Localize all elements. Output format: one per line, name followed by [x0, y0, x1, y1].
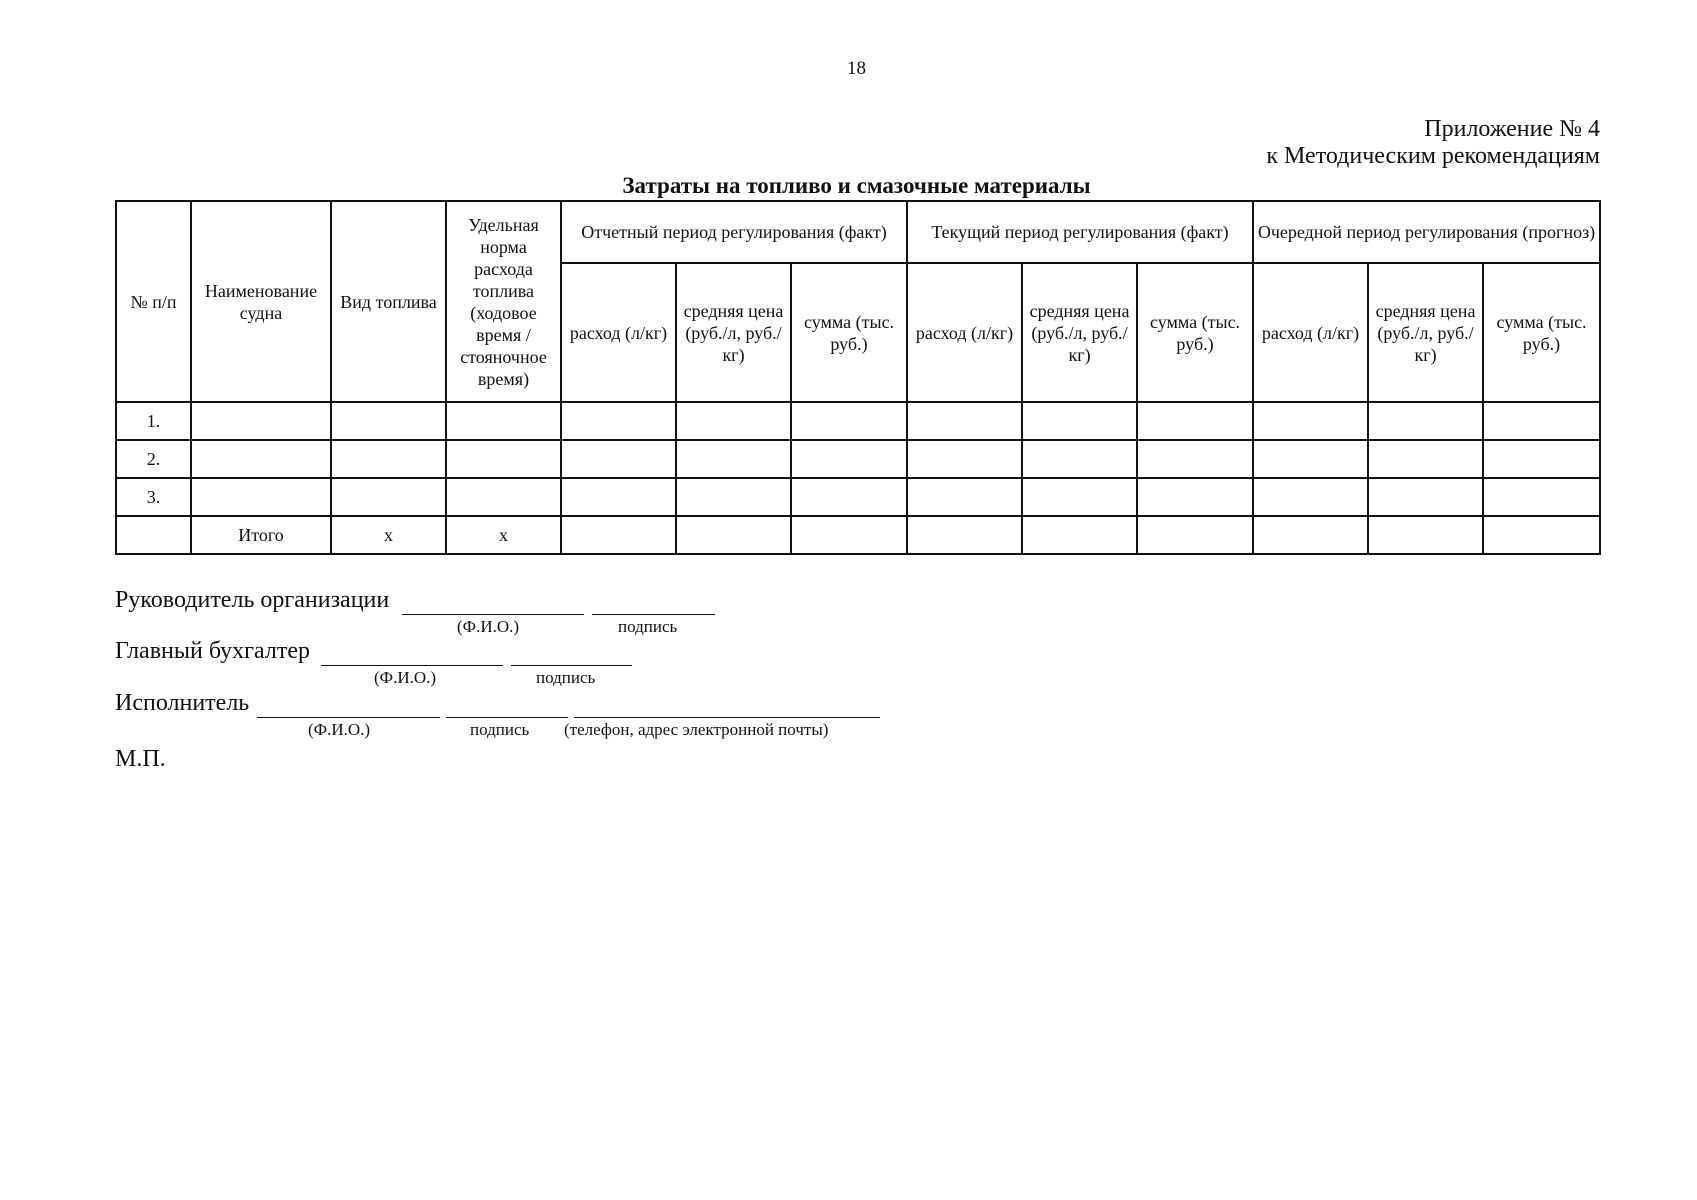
- fio-caption: (Ф.И.О.): [308, 720, 371, 739]
- cell: [1368, 402, 1483, 440]
- signature-line: [511, 665, 632, 666]
- cell: [1137, 478, 1253, 516]
- stamp-place: М.П.: [115, 746, 166, 772]
- document-title: Затраты на топливо и смазочные материалы: [622, 173, 1091, 198]
- cell: [446, 478, 561, 516]
- header-group-next: Очередной период регулирования (прогноз): [1253, 201, 1600, 263]
- header-avg-price: средняя цена (руб./л, руб./кг): [1022, 263, 1137, 402]
- cell: [446, 402, 561, 440]
- row-number: 3.: [116, 478, 191, 516]
- cell: [791, 478, 907, 516]
- cell: [561, 478, 676, 516]
- signature-accountant-label: Главный бухгалтер: [115, 638, 310, 664]
- cell: [561, 516, 676, 554]
- header-fuel-type: Вид топлива: [331, 201, 446, 402]
- cell: [1022, 478, 1137, 516]
- total-norm: x: [446, 516, 561, 554]
- cell: [331, 478, 446, 516]
- cell: [191, 478, 331, 516]
- fio-line: [321, 665, 503, 666]
- fio-line: [402, 614, 584, 615]
- cell: [907, 516, 1022, 554]
- cell: [1253, 516, 1368, 554]
- fio-caption: (Ф.И.О.): [457, 617, 520, 636]
- sign-caption: подпись: [618, 617, 678, 636]
- header-sum: сумма (тыс. руб.): [1483, 263, 1600, 402]
- cell: [1368, 440, 1483, 478]
- signature-line: [592, 614, 715, 615]
- fio-line: [257, 717, 440, 718]
- header-sum: сумма (тыс. руб.): [1137, 263, 1253, 402]
- table-row: [116, 440, 1600, 478]
- cell: [446, 440, 561, 478]
- contact-caption: (телефон, адрес электронной почты): [564, 720, 829, 739]
- header-consumption: расход (л/кг): [561, 263, 676, 402]
- cell: [907, 402, 1022, 440]
- cell: [676, 516, 791, 554]
- header-group-current: Текущий период регулирования (факт): [907, 201, 1253, 263]
- cell: [1022, 402, 1137, 440]
- cell: [1137, 516, 1253, 554]
- cell: [1022, 440, 1137, 478]
- appendix-note: [1266, 116, 1600, 170]
- cell: [791, 440, 907, 478]
- header-avg-price: средняя цена (руб./л, руб./кг): [676, 263, 791, 402]
- signature-head-label: Руководитель организации: [115, 587, 390, 613]
- cell: [561, 440, 676, 478]
- cell: [676, 440, 791, 478]
- cell: [1368, 478, 1483, 516]
- total-row: [116, 516, 1600, 554]
- header-num: № п/п: [116, 201, 191, 402]
- cell: [676, 478, 791, 516]
- cell: [1483, 478, 1600, 516]
- signature-executor-label: Исполнитель: [115, 690, 250, 716]
- appendix-line-1: Приложение № 4: [1424, 116, 1600, 142]
- cell: [791, 516, 907, 554]
- cell: [331, 440, 446, 478]
- cell: [907, 478, 1022, 516]
- fuel-cost-table: [115, 200, 1601, 555]
- header-avg-price: средняя цена (руб./л, руб./кг): [1368, 263, 1483, 402]
- header-row-groups: [116, 201, 1600, 263]
- row-number: 1.: [116, 402, 191, 440]
- sign-caption: подпись: [536, 668, 596, 687]
- cell: [331, 402, 446, 440]
- header-vessel: Наименование судна: [191, 201, 331, 402]
- cell: [1022, 516, 1137, 554]
- cell: [191, 402, 331, 440]
- cell: [1253, 402, 1368, 440]
- cell: [676, 402, 791, 440]
- total-label: Итого: [191, 516, 331, 554]
- cell: [907, 440, 1022, 478]
- cell: [116, 516, 191, 554]
- header-norm: Удельная норма расхода топлива (ходовое время / стояночное время): [446, 201, 561, 402]
- sign-caption: подпись: [470, 720, 530, 739]
- contact-line: [574, 717, 880, 718]
- cell: [191, 440, 331, 478]
- page-number: 18: [847, 58, 866, 79]
- total-fuel-type: x: [331, 516, 446, 554]
- fio-caption: (Ф.И.О.): [374, 668, 437, 687]
- cell: [791, 402, 907, 440]
- appendix-line-2: к Методическим рекомендациям: [1266, 143, 1600, 169]
- cell: [1483, 402, 1600, 440]
- row-number: 2.: [116, 440, 191, 478]
- cell: [1253, 440, 1368, 478]
- cell: [1137, 440, 1253, 478]
- table-row: [116, 478, 1600, 516]
- header-consumption: расход (л/кг): [907, 263, 1022, 402]
- cell: [1253, 478, 1368, 516]
- cell: [1483, 440, 1600, 478]
- signature-line: [446, 717, 568, 718]
- header-group-reporting: Отчетный период регулирования (факт): [561, 201, 907, 263]
- cell: [1368, 516, 1483, 554]
- header-consumption: расход (л/кг): [1253, 263, 1368, 402]
- cell: [1137, 402, 1253, 440]
- cell: [1483, 516, 1600, 554]
- cell: [561, 402, 676, 440]
- header-sum: сумма (тыс. руб.): [791, 263, 907, 402]
- table-row: [116, 402, 1600, 440]
